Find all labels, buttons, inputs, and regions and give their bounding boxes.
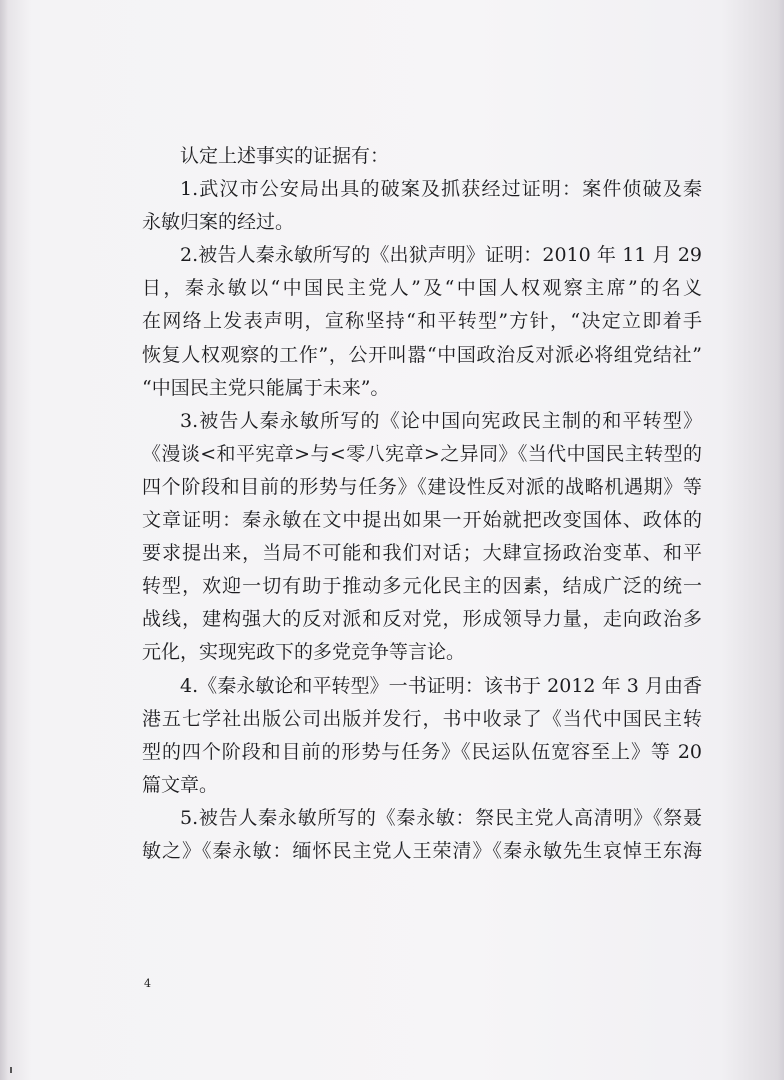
text-line: 港五七学社出版公司出版并发行，书中收录了《当代中国民主转	[142, 707, 702, 730]
text-line: 型的四个阶段和目前的形势与任务》《民运队伍宽容至上》等 20	[142, 740, 702, 763]
text-line: 元化，实现宪政下的多党竞争等言论。	[142, 641, 466, 664]
text-line: 篇文章。	[142, 773, 219, 796]
text-line: 敏之》《秦永敏：缅怀民主党人王荣清》《秦永敏先生哀悼王东海	[142, 839, 702, 862]
text-line: 3.被告人秦永敏所写的《论中国向宪政民主制的和平转型》	[180, 409, 702, 432]
text-line: 2.被告人秦永敏所写的《出狱声明》证明：2010 年 11 月 29	[180, 244, 702, 267]
text-line: 日，秦永敏以“中国民主党人”及“中国人权观察主席”的名义	[142, 277, 702, 300]
text-line: 战线，建构强大的反对派和反对党，形成领导力量，走向政治多	[142, 608, 702, 631]
text-line: 1.武汉市公安局出具的破案及抓获经过证明：案件侦破及秦	[180, 178, 702, 201]
text-line: 文章证明：秦永敏在文中提出如果一开始就把改变国体、政体的	[142, 509, 702, 532]
text-line: 要求提出来，当局不可能和我们对话；大肆宣扬政治变革、和平	[142, 542, 702, 565]
text-line: 4.《秦永敏论和平转型》一书证明：该书于 2012 年 3 月由香	[180, 674, 702, 697]
text-line: 恢复人权观察的工作”，公开叫嚣“中国政治反对派必将组党结社”	[142, 343, 702, 366]
text-line: “中国民主党只能属于未来”。	[142, 376, 390, 399]
text-line: 《漫谈<和平宪章>与<零八宪章>之异同》《当代中国民主转型的	[142, 442, 702, 465]
scan-mark	[10, 1067, 12, 1073]
text-line: 5.被告人秦永敏所写的《秦永敏：祭民主党人高清明》《祭聂	[180, 806, 702, 829]
page-number: 4	[144, 977, 151, 990]
text-line: 认定上述事实的证据有：	[180, 145, 390, 167]
page-edge-left	[0, 0, 8, 1080]
text-line: 四个阶段和目前的形势与任务》《建设性反对派的战略机遇期》等	[142, 475, 702, 498]
text-line: 在网络上发表声明，宣称坚持“和平转型”方针，“决定立即着手	[142, 310, 702, 333]
document-body	[142, 140, 702, 868]
page-edge-right	[778, 0, 784, 1080]
text-line: 转型，欢迎一切有助于推动多元化民主的因素，结成广泛的统一	[142, 575, 702, 598]
text-line: 永敏归案的经过。	[142, 211, 295, 234]
